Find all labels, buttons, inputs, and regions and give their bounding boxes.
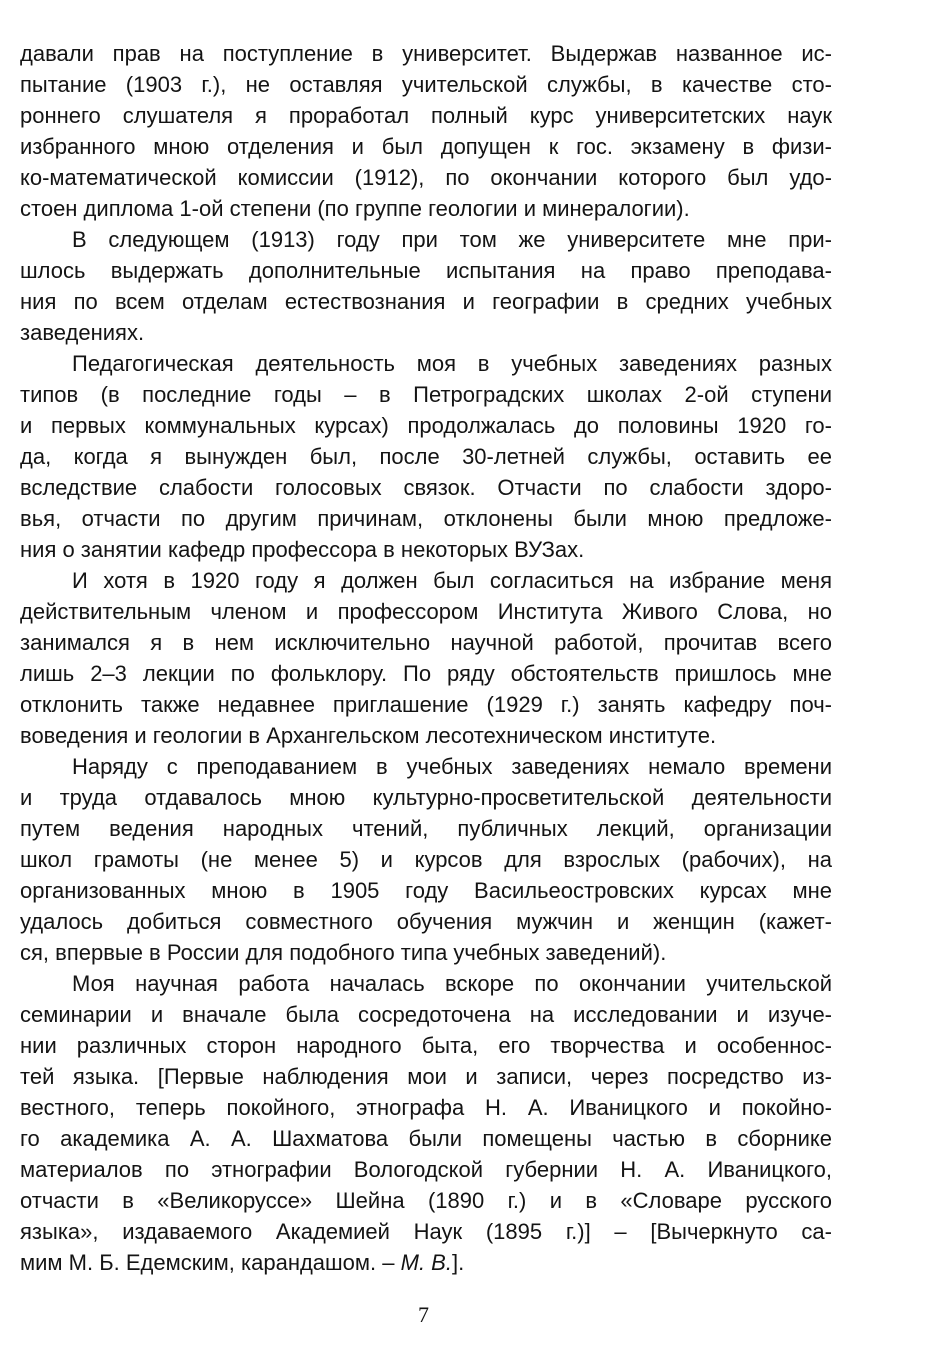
text-line: вследствие слабости голосовых связок. Отчасти по слабости здоро- xyxy=(20,475,832,500)
text-line: тей языка. [Первые наблюдения мои и записи, через посредство из- xyxy=(20,1064,832,1089)
text-line: ния о занятии кафедр профессора в некоторых ВУЗах. xyxy=(20,537,585,562)
text-line: роннего слушателя я проработал полный курс университетских наук xyxy=(20,103,832,128)
text-line: И хотя в 1920 году я должен был согласиться на избрание меня xyxy=(72,568,832,593)
text-line: вестного, теперь покойного, этнографа Н. А. Иваницкого и покойно- xyxy=(20,1095,832,1120)
text-line: давали прав на поступление в университет. Выдержав названное ис- xyxy=(20,41,832,66)
text-segment: ]. xyxy=(451,1250,465,1275)
text-line: удалось добиться совместного обучения мужчин и женщин (кажет- xyxy=(20,909,832,934)
text-line: нии различных сторон народного быта, его творчества и особеннос- xyxy=(20,1033,832,1058)
text-line: отчасти в «Великоруссе» Шейна (1890 г.) и в «Словаре русского xyxy=(20,1188,832,1213)
text-line: вья, отчасти по другим причинам, отклонены были мною предложе- xyxy=(20,506,832,531)
text-line: отклонить также недавнее приглашение (1929 г.) занять кафедру поч- xyxy=(20,692,832,717)
italic-initials: М. В. xyxy=(400,1250,452,1275)
text-line: го академика А. А. Шахматова были помещены частью в сборнике xyxy=(20,1126,832,1151)
text-line: стоен диплома 1-ой степени (по группе геологии и минералогии). xyxy=(20,196,690,221)
text-line: ся, впервые в России для подобного типа учебных заведений). xyxy=(20,940,667,965)
text-line: действительным членом и профессором Института Живого Слова, но xyxy=(20,599,832,624)
text-line: Педагогическая деятельность моя в учебных заведениях разных xyxy=(72,351,832,376)
paragraph xyxy=(20,565,832,751)
text-line: школ грамоты (не менее 5) и курсов для взрослых (рабочих), на xyxy=(20,847,832,872)
text-line: лишь 2–3 лекции по фольклору. По ряду обстоятельств пришлось мне xyxy=(20,661,832,686)
text-line: семинарии и вначале была сосредоточена на исследовании и изуче- xyxy=(20,1002,832,1027)
text-line: да, когда я вынужден был, после 30-летней службы, оставить ее xyxy=(20,444,832,469)
document-page xyxy=(20,38,832,1278)
text-line: типов (в последние годы – в Петроградских школах 2-ой ступени xyxy=(20,382,832,407)
text-line: и первых коммунальных курсах) продолжалась до половины 1920 го- xyxy=(20,413,832,438)
text-line: языка», издаваемого Академией Наук (1895 г.)] – [Вычеркнуто са- xyxy=(20,1219,832,1244)
text-line: Наряду с преподаванием в учебных заведениях немало времени xyxy=(72,754,832,779)
text-line: ния по всем отделам естествознания и географии в средних учебных xyxy=(20,289,832,314)
text-line: занимался я в нем исключительно научной работой, прочитав всего xyxy=(20,630,832,655)
text-line: Моя научная работа началась вскоре по окончании учительской xyxy=(72,971,832,996)
paragraph xyxy=(20,751,832,968)
text-line: путем ведения народных чтений, публичных лекций, организации xyxy=(20,816,832,841)
text-line: ко-математической комиссии (1912), по окончании которого был удо- xyxy=(20,165,832,190)
text-line: и труда отдавалось мною культурно-просветительской деятельности xyxy=(20,785,832,810)
text-line: В следующем (1913) году при том же университете мне при- xyxy=(72,227,832,252)
text-line: шлось выдержать дополнительные испытания на право преподава- xyxy=(20,258,832,283)
page-number: 7 xyxy=(418,1302,429,1327)
text-line: заведениях. xyxy=(20,320,145,345)
text-line: пытание (1903 г.), не оставляя учительской службы, в качестве сто- xyxy=(20,72,832,97)
text-line: организованных мною в 1905 году Васильеостровских курсах мне xyxy=(20,878,832,903)
text-line: избранного мною отделения и был допущен к гос. экзамену в физи- xyxy=(20,134,832,159)
text-line: воведения и геологии в Архангельском лесотехническом институте. xyxy=(20,723,717,748)
paragraph xyxy=(20,224,832,348)
paragraph xyxy=(20,38,832,224)
paragraph xyxy=(20,968,832,1278)
paragraph xyxy=(20,348,832,565)
text-line: материалов по этнографии Вологодской губернии Н. А. Иваницкого, xyxy=(20,1157,832,1182)
text-segment: мим М. Б. Едемским, карандашом. – xyxy=(20,1250,401,1275)
text-line xyxy=(20,1247,832,1278)
